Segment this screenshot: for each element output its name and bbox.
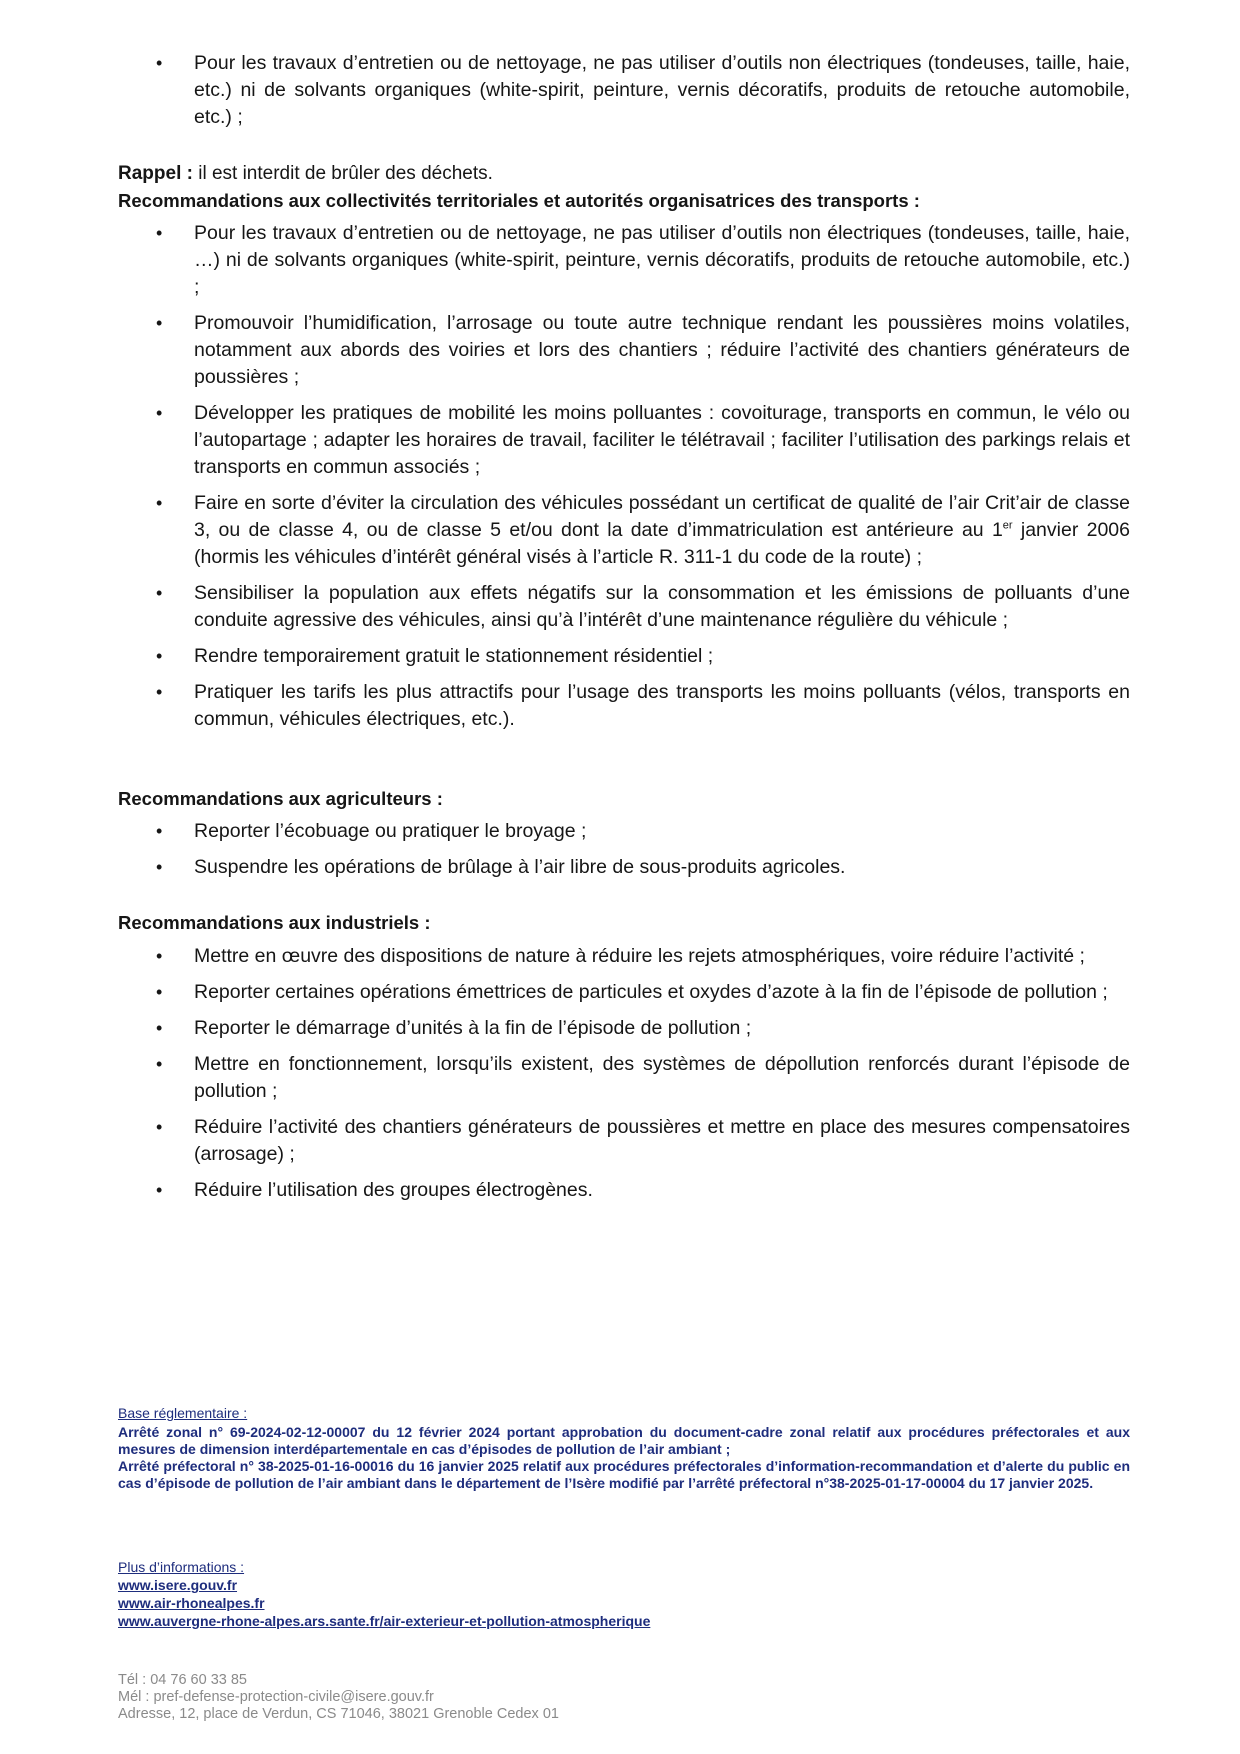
list-item [118,490,1130,571]
general-recommendations-list [118,50,1130,140]
item-text: janvier 2006 (hormis les véhicules d’intérêt général visés à l’article R. 311-1 du code de la route) ; [194,519,1130,568]
rappel-label: Rappel : [118,163,193,184]
collectivites-list [118,220,1130,742]
list-item: • Réduire l’utilisation des groupes électrogènes. [118,1177,1130,1204]
industriels-list [118,943,1130,1213]
list-item: • Mettre en fonctionnement, lorsqu’ils existent, des systèmes de dépollution renforcés durant l’épisode de pollution ; [118,1051,1130,1105]
footer-mel: Mél : pref-defense-protection-civile@isere.gouv.fr [118,1689,434,1705]
list-item: • Mettre en œuvre des dispositions de nature à réduire les rejets atmosphériques, voire réduire l’activité ; [118,943,1130,970]
link-ars[interactable]: www.auvergne-rhone-alpes.ars.sante.fr/air-exterieur-et-pollution-atmospherique [118,1613,651,1629]
link-air-rhonealpes[interactable]: www.air-rhonealpes.fr [118,1595,265,1611]
plus-informations-title: Plus d’informations : [118,1559,245,1575]
footer-tel: Tél : 04 76 60 33 85 [118,1672,247,1688]
item-text: Faire en sorte d’éviter la circulation des véhicules possédant un certificat de qualité de l’air Crit’air de classe 3, ou de classe 4, ou de classe 5 et/ou dont la date d’immatriculation est antérieure au 1 [194,492,1130,541]
list-item: • Rendre temporairement gratuit le stationnement résidentiel ; [118,643,1130,670]
link-isere[interactable]: www.isere.gouv.fr [118,1577,238,1593]
base-reglementaire-title: Base réglementaire : [118,1405,248,1421]
base-reglementaire-p1: Arrêté zonal n° 69-2024-02-12-00007 du 12 février 2024 portant approbation du document-cadre zonal relatif aux procédures préfectorales et aux mesures de dimension interdépartementale en cas d’épisodes de pollution de l’air ambiant ; [118,1424,1130,1457]
list-item: • Promouvoir l’humidification, l’arrosage ou toute autre technique rendant les poussières moins volatiles, notamment aux abords des voiries et lors des chantiers ; réduire l’activité des chantiers générateurs de poussières ; [118,310,1130,391]
list-item: • Développer les pratiques de mobilité les moins polluantes : covoiturage, transports en commun, le vélo ou l’autopartage ; adapter les horaires de travail, faciliter le télétravail ; faciliter l’utilisation des parkings relais et transports en commun associés ; [118,400,1130,481]
base-reglementaire-p2: Arrêté préfectoral n° 38-2025-01-16-00016 du 16 janvier 2025 relatif aux procédures préfectorales d’information-recommandation et d’alerte du public en cas d’épisode de pollution de l’air ambiant dans le département de l’Isère modifié par l’arrêté préfectoral n°38-2025-01-17-00004 du 17 janvier 2025. [118,1458,1130,1491]
agriculteurs-list [118,818,1130,890]
list-item: • Sensibiliser la population aux effets négatifs sur la consommation et les émissions de polluants d’une conduite agressive des véhicules, ainsi qu’à l’intérêt d’une maintenance régulière du véhicule ; [118,580,1130,634]
superscript: er [1002,519,1013,532]
list-item: • Reporter le démarrage d’unités à la fin de l’épisode de pollution ; [118,1015,1130,1042]
list-item: • Pour les travaux d’entretien ou de nettoyage, ne pas utiliser d’outils non électriques (tondeuses, taille, haie, etc.) ni de solvants organiques (white-spirit, peinture, vernis décoratifs, produits de retouche automobile, etc.) ; [118,50,1130,131]
agriculteurs-heading: Recommandations aux agriculteurs : [118,788,443,809]
rappel-paragraph [118,161,493,187]
list-item: • Suspendre les opérations de brûlage à l’air libre de sous-produits agricoles. [118,854,1130,881]
base-reglementaire-section [118,1404,1130,1492]
contact-footer [118,1672,1130,1723]
collectivites-heading: Recommandations aux collectivités territoriales et autorités organisatrices des transports : [118,190,920,211]
list-item: • Reporter certaines opérations émettrices de particules et oxydes d’azote à la fin de l’épisode de pollution ; [118,979,1130,1006]
list-item: • Pratiquer les tarifs les plus attractifs pour l’usage des transports les moins polluants (vélos, transports en commun, véhicules électriques, etc.). [118,679,1130,733]
list-item: • Pour les travaux d’entretien ou de nettoyage, ne pas utiliser d’outils non électriques (tondeuses, taille, haie, …) ni de solvants organiques (white-spirit, peinture, vernis décoratifs, produits de retouche automobile, etc.) ; [118,220,1130,301]
list-item: • Reporter l’écobuage ou pratiquer le broyage ; [118,818,1130,845]
plus-informations-section [118,1558,1130,1630]
footer-adresse: Adresse, 12, place de Verdun, CS 71046, 38021 Grenoble Cedex 01 [118,1706,559,1722]
list-item: • Réduire l’activité des chantiers générateurs de poussières et mettre en place des mesures compensatoires (arrosage) ; [118,1114,1130,1168]
industriels-heading: Recommandations aux industriels : [118,912,431,933]
rappel-text: il est interdit de brûler des déchets. [192,163,493,184]
